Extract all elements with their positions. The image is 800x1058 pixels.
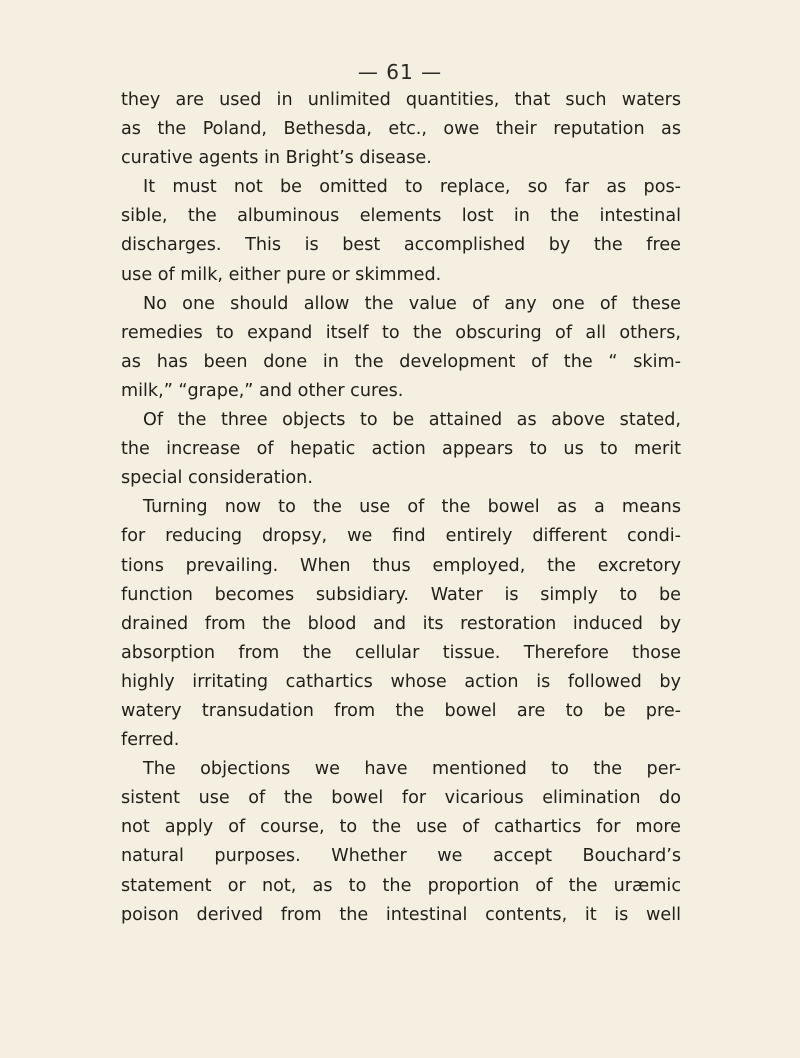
page-number: — 61 — xyxy=(357,60,443,84)
text-line: sistent use of the bowel for vicarious elimination do xyxy=(121,788,681,809)
text-line: special consideration. xyxy=(121,468,313,489)
text-line: No one should allow the value of any one of these xyxy=(143,293,681,314)
text-line: sible, the albuminous elements lost in the intestinal xyxy=(121,206,681,227)
text-line: curative agents in Bright’s disease. xyxy=(121,148,432,169)
text-line: The objections we have mentioned to the per- xyxy=(143,759,681,780)
text-line: remedies to expand itself to the obscuring of all others, xyxy=(121,322,681,343)
text-line: drained from the blood and its restoration induced by xyxy=(121,613,681,634)
text-line: for reducing dropsy, we find entirely different condi- xyxy=(121,526,681,547)
text-line: Of the three objects to be attained as above stated, xyxy=(143,410,681,431)
text-line: not apply of course, to the use of cathartics for more xyxy=(121,817,681,838)
text-line: use of milk, either pure or skimmed. xyxy=(121,264,442,285)
text-line: highly irritating cathartics whose action is followed by xyxy=(121,671,681,692)
text-line: the increase of hepatic action appears to us to merit xyxy=(121,439,681,460)
text-line: poison derived from the intestinal contents, it is well xyxy=(121,904,681,925)
text-line: tions prevailing. When thus employed, the excretory xyxy=(121,555,681,576)
text-line: function becomes subsidiary. Water is simply to be xyxy=(121,584,681,605)
text-line: natural purposes. Whether we accept Bouchard’s xyxy=(121,846,681,867)
text-line: discharges. This is best accomplished by the free xyxy=(121,235,681,256)
text-line: they are used in unlimited quantities, that such waters xyxy=(121,90,681,110)
text-line: watery transudation from the bowel are to be pre- xyxy=(121,700,681,721)
text-line: ferred. xyxy=(121,730,180,751)
text-line: Turning now to the use of the bowel as a means xyxy=(143,497,681,518)
text-line: as has been done in the development of the “ skim- xyxy=(121,351,681,372)
text-line: statement or not, as to the proportion of the uræmic xyxy=(121,875,681,896)
text-line: absorption from the cellular tissue. Therefore those xyxy=(121,642,681,663)
text-line: as the Poland, Bethesda, etc., owe their reputation as xyxy=(121,119,681,140)
text-line: milk,” “grape,” and other cures. xyxy=(121,380,404,401)
body-text xyxy=(121,86,681,930)
text-line: It must not be omitted to replace, so far as pos- xyxy=(143,177,681,198)
